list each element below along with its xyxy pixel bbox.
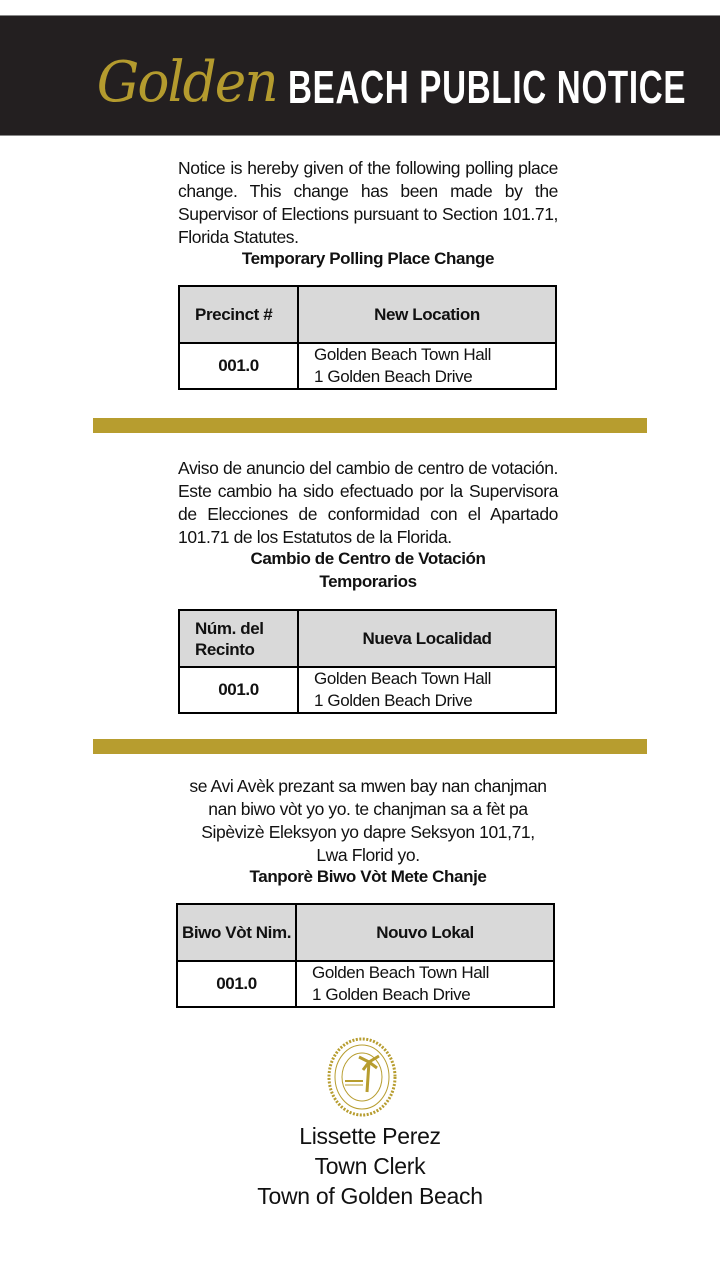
spanish-paragraph: Aviso de anuncio del cambio de centro de votación. Este cambio ha sido efectuado por la Supervisora de Elecciones de conformidad con el Apartado 101.71 de los Estatutos de la Florida. — [178, 458, 558, 547]
location-line1: Golden Beach Town Hall — [312, 963, 490, 982]
col-precinct-header: Biwo Vòt Nim. — [177, 904, 296, 961]
precinct-cell: 001.0 — [179, 667, 298, 713]
table-header-row — [177, 904, 554, 961]
creole-line: nan biwo vòt yo yo. te chanjman sa a fèt pa — [208, 799, 528, 819]
header-title: BEACH PUBLIC NOTICE — [288, 61, 687, 113]
location-line2: 1 Golden Beach Drive — [314, 367, 473, 386]
location-line1: Golden Beach Town Hall — [314, 669, 492, 688]
spanish-heading-line2: Temporarios — [319, 572, 417, 591]
signature-name: Lissette Perez — [299, 1123, 441, 1149]
english-paragraph: Notice is hereby given of the following polling place change. This change has been made by the Supervisor of Elections pursuant to Section 101.71, Florida Statutes. — [178, 158, 558, 247]
creole-line: Sipèvizè Eleksyon yo dapre Seksyon 101,71, — [201, 822, 535, 842]
col-precinct-header: Núm. del Recinto — [179, 610, 298, 667]
table-row — [177, 961, 554, 1007]
english-table — [178, 285, 557, 390]
creole-paragraph — [178, 775, 558, 867]
col-location-header: New Location — [298, 286, 556, 343]
header-banner — [0, 15, 720, 136]
col-location-header: Nueva Localidad — [298, 610, 556, 667]
gold-divider — [93, 739, 647, 754]
creole-line: Lwa Florid yo. — [316, 845, 420, 865]
creole-table — [176, 903, 555, 1008]
col-precinct-header: Precinct # — [179, 286, 298, 343]
spanish-table — [178, 609, 557, 714]
creole-heading: Tanporè Biwo Vòt Mete Chanje — [249, 867, 487, 886]
location-cell — [298, 343, 556, 389]
precinct-cell: 001.0 — [177, 961, 296, 1007]
gold-divider — [93, 418, 647, 433]
location-line1: Golden Beach Town Hall — [314, 345, 492, 364]
table-header-row — [179, 286, 556, 343]
logo-golden-script: Golden — [96, 50, 277, 115]
table-row — [179, 667, 556, 713]
table-row — [179, 343, 556, 389]
table-header-row — [179, 610, 556, 667]
location-line2: 1 Golden Beach Drive — [312, 985, 471, 1004]
location-cell — [298, 667, 556, 713]
col-location-header: Nouvo Lokal — [296, 904, 554, 961]
signature-org: Town of Golden Beach — [257, 1183, 483, 1209]
spanish-heading-line1: Cambio de Centro de Votación — [250, 549, 486, 568]
english-heading: Temporary Polling Place Change — [241, 249, 495, 268]
location-line2: 1 Golden Beach Drive — [314, 691, 473, 710]
location-cell — [296, 961, 554, 1007]
town-seal-logo — [327, 1037, 397, 1117]
signature-title: Town Clerk — [314, 1153, 426, 1179]
creole-line: se Avi Avèk prezant sa mwen bay nan chanjman — [189, 776, 547, 796]
precinct-cell: 001.0 — [179, 343, 298, 389]
